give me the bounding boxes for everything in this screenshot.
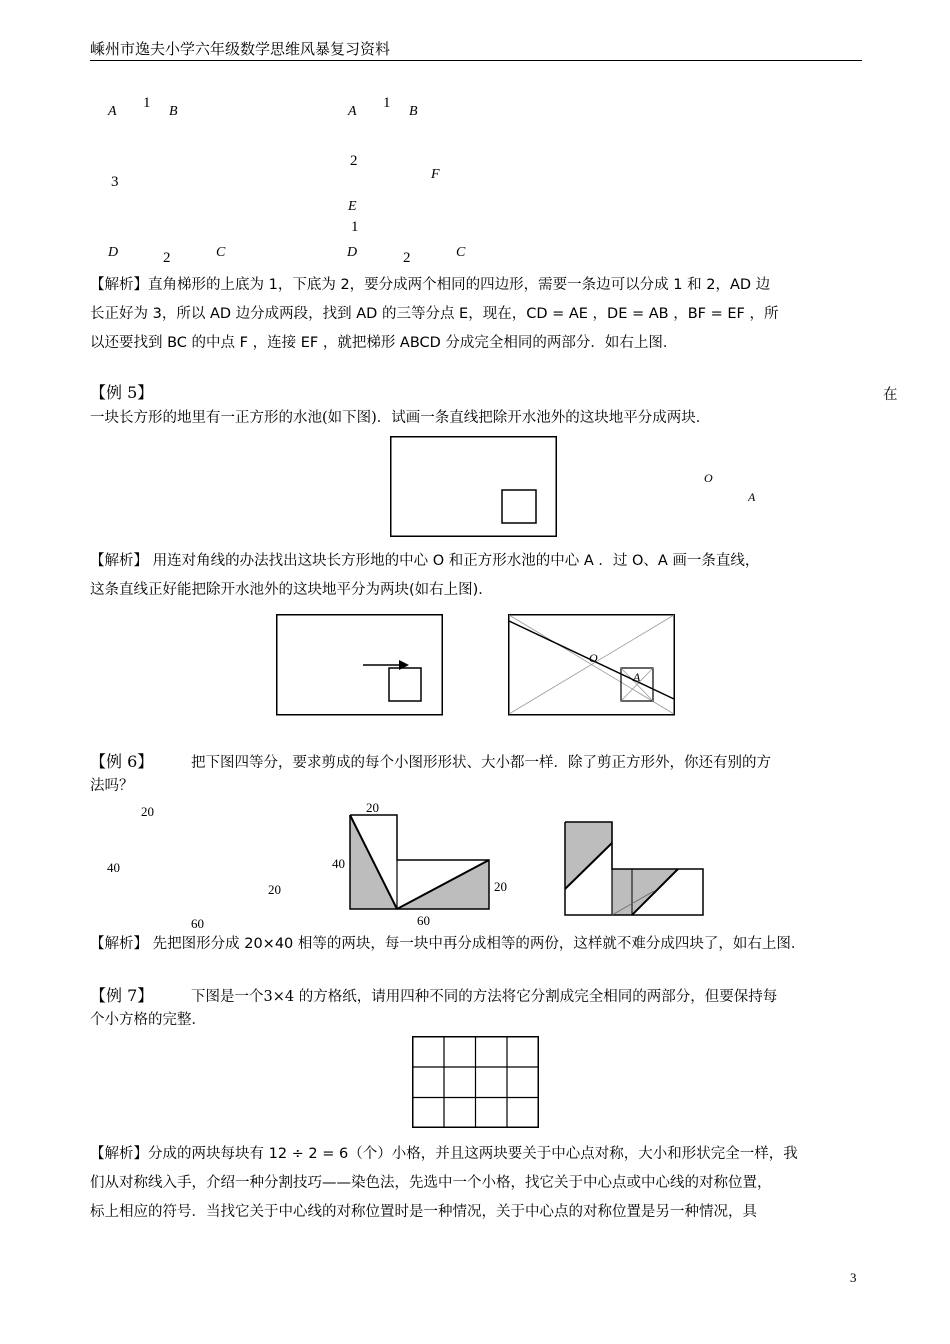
dim-label: 20 bbox=[366, 800, 379, 815]
square-pond bbox=[502, 490, 536, 523]
rectangular-field bbox=[277, 615, 443, 715]
shaded-region bbox=[612, 869, 678, 915]
solution-line: 【解析】 先把图形分成 20×40 相等的两块，每一块中再分成相等的两份，这样就不难分成四块了，如右上图． bbox=[90, 936, 806, 952]
label-bottom-length: 2 bbox=[403, 250, 411, 266]
label-upper-segment: 2 bbox=[350, 153, 358, 169]
example-text: 一块长方形的地里有一正方形的水池(如下图)．试画一条直线把除开水池外的这块地平分成两块． bbox=[90, 410, 711, 426]
example-label: 【例 7】 bbox=[90, 986, 154, 1005]
label-left-length: 3 bbox=[111, 174, 119, 190]
label-A: A bbox=[348, 104, 357, 119]
dim-label: 40 bbox=[332, 856, 345, 871]
label-D: D bbox=[347, 245, 358, 260]
l-shape-alt-division-diagram bbox=[564, 821, 706, 917]
label-lower-segment: 1 bbox=[351, 219, 359, 235]
label-O: O bbox=[589, 651, 598, 665]
dim-label: 60 bbox=[417, 913, 430, 928]
label-A: A bbox=[748, 490, 756, 504]
solution-line: 以还要找到 BC 的中点 F ，连接 EF ，就把梯形 ABCD 分成完全相同的两部分．如右上图． bbox=[90, 335, 678, 351]
page-header-title: 嵊州市逸夫小学六年级数学思维风暴复习资料 bbox=[90, 40, 391, 58]
example-text: 法吗？ bbox=[90, 778, 134, 794]
example-text: 把下图四等分，要求剪成的每个小图形形状、大小都一样．除了剪正方形外，你还有别的方 bbox=[191, 755, 771, 771]
l-shape-division-diagram bbox=[349, 814, 491, 910]
example-text: 下图是一个3×4 的方格纸，请用四种不同的方法将它分割成完全相同的两部分，但要保持每 bbox=[191, 989, 778, 1005]
label-A: A bbox=[108, 104, 117, 119]
label-C: C bbox=[216, 245, 226, 260]
label-D: D bbox=[108, 245, 119, 260]
dim-label: 40 bbox=[107, 860, 120, 875]
example-label: 【例 5】 bbox=[90, 383, 154, 402]
label-B: B bbox=[169, 104, 178, 119]
label-C: C bbox=[456, 245, 466, 260]
dim-label: 20 bbox=[494, 879, 507, 894]
dim-label: 20 bbox=[141, 804, 154, 819]
solution-line: 【解析】 用连对角线的办法找出这块长方形地的中心 O 和正方形水池的中心 A ．过 O、A 画一条直线， bbox=[90, 553, 760, 569]
field-arrow-diagram bbox=[276, 614, 444, 716]
solution-line: 长正好为 3，所以 AD 边分成两段，找到 AD 的三等分点 E，现在，CD = AE ，DE = AB ，BF = EF ，所 bbox=[90, 306, 779, 322]
solution-line: 们从对称线入手，介绍一种分割技巧——染色法，先选中一个小格，找它关于中心点或中心线的对称位置， bbox=[90, 1175, 772, 1191]
solution-line: 【解析】分成的两块每块有 12 ÷ 2 = 6（个）小格，并且这两块要关于中心点对称，大小和形状完全一样，我 bbox=[90, 1146, 798, 1162]
label-B: B bbox=[409, 104, 418, 119]
label-top-length: 1 bbox=[143, 95, 151, 111]
solution-line: 这条直线正好能把除开水池外的这块地平分为两块(如右上图)． bbox=[90, 582, 493, 598]
header-rule bbox=[90, 60, 862, 61]
dim-label: 20 bbox=[268, 882, 281, 897]
label-A: A bbox=[633, 670, 641, 684]
rectangular-field bbox=[391, 437, 557, 537]
page-number: 3 bbox=[850, 1270, 857, 1285]
shaded-region bbox=[565, 822, 612, 889]
solution-line: 标上相应的符号．当找它关于中心线的对称位置时是一种情况，关于中心点的对称位置是另一种情况，具 bbox=[90, 1204, 757, 1220]
example-trailing-text: 在 bbox=[883, 387, 898, 403]
label-top-length: 1 bbox=[383, 95, 391, 111]
example-text: 个小方格的完整． bbox=[90, 1012, 206, 1028]
example-label: 【例 6】 bbox=[90, 752, 154, 771]
square-pond bbox=[389, 668, 421, 701]
grid-paper-3x4 bbox=[412, 1036, 540, 1129]
solution-line: 【解析】直角梯形的上底为 1，下底为 2，要分成两个相同的四边形，需要一条边可以分成 1 和 2，AD 边 bbox=[90, 277, 771, 293]
label-bottom-length: 2 bbox=[163, 250, 171, 266]
label-E: E bbox=[348, 199, 357, 214]
label-O: O bbox=[704, 471, 713, 485]
dim-label: 60 bbox=[191, 916, 204, 931]
field-with-pond-diagram bbox=[390, 436, 558, 537]
label-F: F bbox=[431, 167, 440, 182]
